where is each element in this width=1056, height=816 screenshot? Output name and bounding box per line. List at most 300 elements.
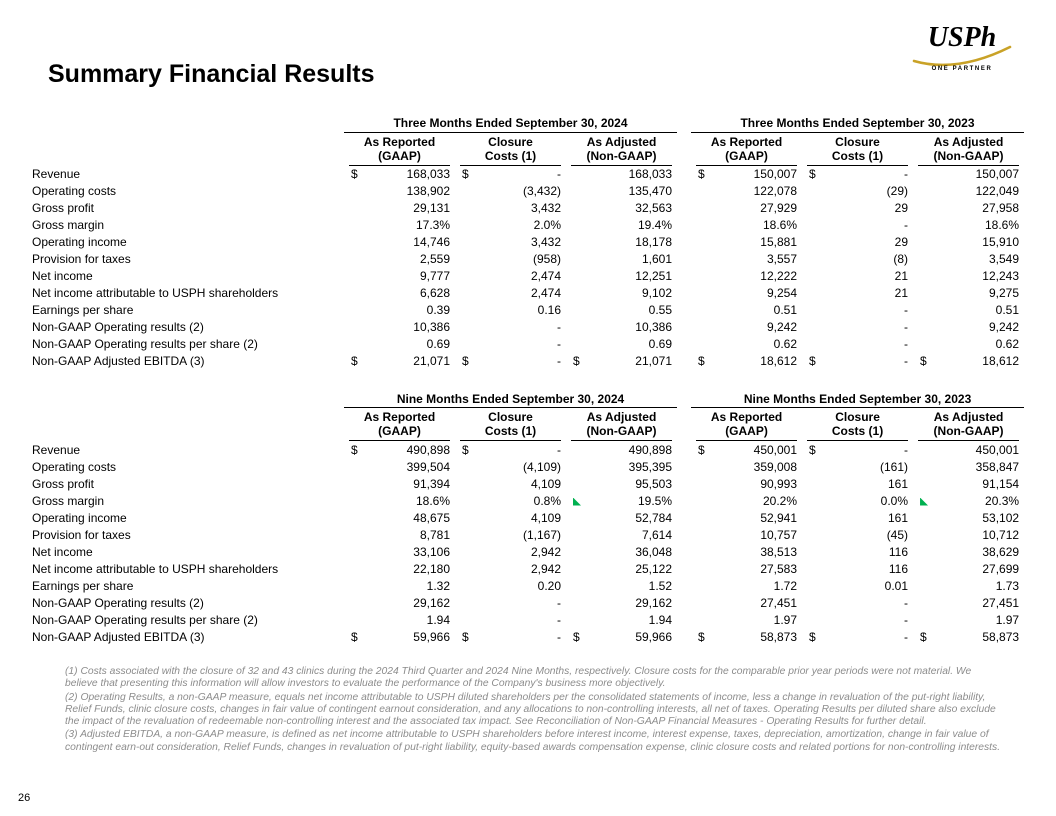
value-cell — [344, 560, 455, 577]
cell-value: 0.51 — [773, 303, 797, 317]
value-cell — [344, 628, 455, 645]
row-label: Revenue — [32, 442, 81, 457]
column-gap — [677, 217, 691, 234]
cell-value: 1.52 — [648, 578, 673, 593]
cell-value: - — [904, 442, 909, 457]
cell-value: 27,699 — [982, 561, 1020, 576]
value-cell — [691, 594, 802, 611]
value-cell — [344, 492, 455, 509]
dollar-sign: $ — [462, 167, 469, 181]
table-row — [32, 526, 1024, 543]
cell-value: 12,222 — [760, 269, 797, 283]
cell-value: (161) — [880, 459, 909, 474]
dollar-sign: $ — [351, 629, 358, 644]
cell-value: - — [904, 218, 908, 232]
financial-tables-container — [32, 116, 1024, 645]
value-cell — [802, 336, 913, 353]
page-title: Summary Financial Results — [48, 60, 375, 88]
cell-value: 18,612 — [982, 354, 1019, 368]
table-row — [32, 251, 1024, 268]
value-cell — [913, 336, 1024, 353]
cell-value: (45) — [886, 527, 909, 542]
row-label: Non-GAAP Operating results (2) — [32, 595, 204, 610]
cell-value: 0.69 — [648, 337, 672, 351]
cell-value: 29,162 — [635, 595, 673, 610]
cell-value: - — [557, 595, 561, 610]
table-row — [32, 458, 1024, 475]
usph-logo — [906, 24, 1018, 72]
value-cell — [344, 251, 455, 268]
cell-value: 6,628 — [419, 286, 450, 300]
column-gap — [677, 441, 691, 458]
dollar-sign: $ — [573, 629, 580, 644]
cell-value: - — [904, 167, 908, 181]
cell-value: 90,993 — [760, 476, 798, 491]
value-cell — [802, 183, 913, 200]
cell-value: - — [557, 354, 561, 368]
column-gap — [677, 132, 691, 166]
value-cell — [913, 577, 1024, 594]
value-cell — [344, 319, 455, 336]
value-cell — [455, 475, 566, 492]
cell-value: 0.0% — [880, 493, 909, 508]
row-label: Net income — [32, 269, 93, 283]
cell-value: 9,242 — [766, 320, 797, 334]
dollar-sign: $ — [573, 354, 580, 368]
cell-value: - — [904, 354, 908, 368]
table-row — [32, 319, 1024, 336]
value-cell — [691, 234, 802, 251]
column-header: As Adjusted (Non-GAAP) — [913, 132, 1024, 166]
dollar-sign: $ — [809, 629, 816, 644]
value-cell — [566, 475, 677, 492]
row-label: Operating costs — [32, 459, 117, 474]
cell-value: 27,958 — [982, 201, 1019, 215]
table-row — [32, 509, 1024, 526]
footnotes — [65, 666, 1005, 755]
row-label: Net income attributable to USPH shareholders — [32, 286, 279, 300]
column-gap — [677, 166, 691, 183]
cell-value: 0.16 — [537, 303, 561, 317]
cell-value: 9,102 — [641, 286, 672, 300]
value-cell — [913, 200, 1024, 217]
value-cell — [344, 577, 455, 594]
cell-value: 18.6% — [415, 493, 450, 508]
value-cell — [566, 577, 677, 594]
cell-value: 0.01 — [884, 578, 909, 593]
cell-value: - — [904, 629, 909, 644]
value-cell — [455, 200, 566, 217]
row-label: Earnings per share — [32, 578, 134, 593]
cell-value: 0.8% — [533, 493, 561, 508]
cell-value: 4,109 — [530, 510, 561, 525]
value-cell — [344, 285, 455, 302]
cell-value: 20.3% — [985, 493, 1020, 508]
row-label: Net income — [32, 544, 93, 559]
column-header: As Adjusted (Non-GAAP) — [566, 132, 677, 166]
value-cell — [913, 183, 1024, 200]
value-cell — [913, 628, 1024, 645]
footnote: (2) Operating Results, a non-GAAP measure, equals net income attributable to USPH diluted shareholders per the consolidated statements of income, less a change in revaluation of the put-right liability, Relief Funds, clinic closure costs, changes in fair value of contingent earnout consideration, and any allocations to non-controlling interests, all net of taxes. Operating Results per diluted share also exclude the impact of the revaluation of redeemable non-controlling interest and the associated tax impact. See Reconciliation of Non-GAAP Financial Measures - Operating Results for further detail. — [65, 691, 996, 728]
value-cell — [566, 526, 677, 543]
value-cell — [913, 251, 1024, 268]
column-gap — [677, 336, 691, 353]
cell-value: 27,451 — [760, 595, 798, 610]
column-header: As Adjusted (Non-GAAP) — [913, 408, 1024, 442]
value-cell — [455, 251, 566, 268]
cell-value: 59,966 — [413, 629, 450, 644]
cell-value: - — [904, 612, 909, 627]
value-cell — [913, 166, 1024, 183]
value-cell — [802, 628, 913, 645]
cell-value: 52,784 — [635, 510, 673, 525]
cell-value: 38,629 — [982, 544, 1020, 559]
value-cell — [344, 353, 455, 370]
column-gap — [677, 543, 691, 560]
cell-value: (1,167) — [522, 527, 561, 542]
column-gap — [677, 302, 691, 319]
cell-value: 359,008 — [753, 459, 798, 474]
column-header: Closure Costs (1) — [455, 408, 566, 442]
value-cell — [802, 166, 913, 183]
cell-value: 358,847 — [975, 459, 1020, 474]
value-cell — [913, 268, 1024, 285]
table-row — [32, 353, 1024, 370]
dollar-sign: $ — [351, 167, 358, 181]
value-cell — [566, 200, 677, 217]
value-cell — [691, 492, 802, 509]
column-gap — [677, 560, 691, 577]
value-cell — [344, 336, 455, 353]
cell-value: 9,777 — [419, 269, 450, 283]
value-cell — [691, 577, 802, 594]
cell-value: 25,122 — [635, 561, 673, 576]
value-cell — [802, 526, 913, 543]
dollar-sign: $ — [920, 629, 927, 644]
period-header: Three Months Ended September 30, 2024 — [344, 116, 677, 132]
value-cell — [802, 492, 913, 509]
column-header: As Reported (GAAP) — [691, 132, 802, 166]
cell-value: 52,941 — [760, 510, 798, 525]
value-cell — [566, 353, 677, 370]
value-cell — [344, 458, 455, 475]
value-cell — [913, 594, 1024, 611]
cell-value: 15,881 — [760, 235, 797, 249]
value-cell — [913, 319, 1024, 336]
cell-value: 0.62 — [773, 337, 797, 351]
cell-value: (4,109) — [522, 459, 561, 474]
table-row — [32, 166, 1024, 183]
value-cell — [566, 336, 677, 353]
table-row — [32, 611, 1024, 628]
value-cell — [691, 475, 802, 492]
cell-value: 0.62 — [995, 337, 1019, 351]
value-cell — [455, 543, 566, 560]
value-cell — [691, 353, 802, 370]
cell-value: - — [557, 442, 561, 457]
value-cell — [344, 526, 455, 543]
value-cell — [913, 475, 1024, 492]
value-cell — [566, 183, 677, 200]
column-gap — [677, 285, 691, 302]
column-gap — [677, 509, 691, 526]
dollar-sign: $ — [462, 354, 469, 368]
cell-value: 0.69 — [426, 337, 450, 351]
value-cell — [344, 441, 455, 458]
cell-value: 2,559 — [419, 252, 450, 266]
cell-value: 2,942 — [530, 544, 561, 559]
value-cell — [913, 492, 1024, 509]
value-cell — [802, 458, 913, 475]
cell-value: 22,180 — [413, 561, 450, 576]
cell-value: 18,612 — [760, 354, 797, 368]
value-cell — [802, 200, 913, 217]
cell-value: 2.0% — [533, 218, 561, 232]
cell-value: 53,102 — [982, 510, 1020, 525]
cell-value: 12,243 — [982, 269, 1019, 283]
cell-value: - — [557, 629, 561, 644]
value-cell — [455, 336, 566, 353]
cell-value: 1.94 — [426, 612, 450, 627]
cell-value: 450,001 — [975, 442, 1020, 457]
value-cell — [455, 458, 566, 475]
column-gap — [677, 392, 691, 408]
value-cell — [691, 543, 802, 560]
value-cell — [691, 560, 802, 577]
cell-value: 27,583 — [760, 561, 798, 576]
table-row — [32, 336, 1024, 353]
green-flag-icon — [573, 498, 581, 506]
cell-value: 29 — [894, 235, 908, 249]
value-cell — [913, 560, 1024, 577]
value-cell — [691, 509, 802, 526]
cell-value: - — [904, 595, 909, 610]
value-cell — [802, 611, 913, 628]
column-gap — [677, 200, 691, 217]
cell-value: 29,162 — [413, 595, 450, 610]
column-gap — [677, 268, 691, 285]
value-cell — [566, 302, 677, 319]
column-gap — [677, 408, 691, 442]
cell-value: 0.20 — [537, 578, 561, 593]
cell-value: 21 — [894, 269, 908, 283]
column-header: Closure Costs (1) — [802, 408, 913, 442]
value-cell — [344, 302, 455, 319]
cell-value: 116 — [888, 561, 909, 576]
value-cell — [566, 217, 677, 234]
value-cell — [344, 611, 455, 628]
cell-value: 10,386 — [635, 320, 672, 334]
value-cell — [691, 526, 802, 543]
value-cell — [344, 217, 455, 234]
value-cell — [691, 166, 802, 183]
value-cell — [455, 217, 566, 234]
cell-value: 2,474 — [530, 269, 561, 283]
value-cell — [566, 441, 677, 458]
cell-value: 58,873 — [760, 629, 798, 644]
cell-value: 27,451 — [982, 595, 1020, 610]
cell-value: 91,394 — [413, 476, 450, 491]
value-cell — [691, 611, 802, 628]
value-cell — [455, 268, 566, 285]
value-cell — [802, 302, 913, 319]
cell-value: 38,513 — [760, 544, 798, 559]
column-header: As Reported (GAAP) — [344, 408, 455, 442]
value-cell — [691, 200, 802, 217]
table-row — [32, 302, 1024, 319]
dollar-sign: $ — [698, 354, 705, 368]
cell-value: 27,929 — [760, 201, 797, 215]
cell-value: 18.6% — [984, 218, 1019, 232]
value-cell — [691, 217, 802, 234]
cell-value: (3,432) — [522, 184, 561, 198]
cell-value: 116 — [888, 544, 909, 559]
value-cell — [455, 611, 566, 628]
value-cell — [344, 183, 455, 200]
value-cell — [913, 611, 1024, 628]
column-gap — [677, 526, 691, 543]
dollar-sign: $ — [809, 354, 816, 368]
footnote: (3) Adjusted EBITDA, a non-GAAP measure, is defined as net income attributable to USPH shareholders before interest income, interest expense, taxes, depreciation, amortization, change in fair value of contingent earn-out consideration, Relief Funds, changes in revaluation of put-right liability, equity-based awards compensation expense, clinic closure costs and related portions for non-controlling interests. — [65, 729, 1001, 753]
row-label: Gross profit — [32, 201, 95, 215]
cell-value: 399,504 — [406, 459, 450, 474]
value-cell — [802, 217, 913, 234]
cell-value: 3,432 — [530, 235, 561, 249]
column-header: Closure Costs (1) — [455, 132, 566, 166]
value-cell — [913, 353, 1024, 370]
row-label: Provision for taxes — [32, 527, 131, 542]
value-cell — [691, 441, 802, 458]
row-label: Operating costs — [32, 184, 117, 198]
cell-value: 2,474 — [530, 286, 561, 300]
value-cell — [344, 166, 455, 183]
cell-value: - — [904, 320, 908, 334]
period-header: Nine Months Ended September 30, 2023 — [691, 392, 1024, 408]
cell-value: 3,549 — [988, 252, 1019, 266]
row-label: Non-GAAP Adjusted EBITDA (3) — [32, 354, 205, 368]
row-label: Non-GAAP Operating results (2) — [32, 320, 204, 334]
column-gap — [677, 183, 691, 200]
cell-value: - — [904, 303, 908, 317]
table-row — [32, 200, 1024, 217]
cell-value: 395,395 — [628, 459, 673, 474]
value-cell — [802, 234, 913, 251]
row-label: Operating income — [32, 510, 127, 525]
value-cell — [802, 509, 913, 526]
value-cell — [913, 285, 1024, 302]
value-cell — [344, 268, 455, 285]
cell-value: 9,275 — [988, 286, 1019, 300]
dollar-sign: $ — [351, 354, 358, 368]
cell-value: 10,386 — [413, 320, 450, 334]
value-cell — [691, 251, 802, 268]
column-gap — [677, 251, 691, 268]
value-cell — [691, 628, 802, 645]
cell-value: 150,007 — [753, 167, 797, 181]
column-gap — [677, 234, 691, 251]
cell-value: 21,071 — [413, 354, 450, 368]
table-row — [32, 560, 1024, 577]
cell-value: 2,942 — [530, 561, 561, 576]
financial-table — [32, 116, 1024, 370]
value-cell — [455, 526, 566, 543]
cell-value: - — [557, 320, 561, 334]
column-gap — [677, 611, 691, 628]
value-cell — [913, 543, 1024, 560]
cell-value: 20.2% — [763, 493, 798, 508]
cell-value: 1.73 — [995, 578, 1020, 593]
value-cell — [802, 560, 913, 577]
dollar-sign: $ — [698, 167, 705, 181]
value-cell — [802, 319, 913, 336]
value-cell — [566, 319, 677, 336]
logo-text: USPh — [927, 22, 997, 53]
cell-value: 9,242 — [988, 320, 1019, 334]
cell-value: 8,781 — [419, 527, 450, 542]
row-label: Non-GAAP Adjusted EBITDA (3) — [32, 629, 205, 644]
cell-value: 168,033 — [406, 167, 450, 181]
value-cell — [455, 234, 566, 251]
column-gap — [677, 116, 691, 132]
value-cell — [913, 302, 1024, 319]
cell-value: 3,432 — [530, 201, 561, 215]
cell-value: 12,251 — [635, 269, 672, 283]
value-cell — [913, 526, 1024, 543]
cell-value: 122,078 — [753, 184, 797, 198]
value-cell — [455, 319, 566, 336]
financial-table — [32, 392, 1024, 646]
table-row — [32, 475, 1024, 492]
value-cell — [455, 441, 566, 458]
cell-value: - — [557, 337, 561, 351]
row-label: Gross margin — [32, 218, 105, 232]
value-cell — [455, 492, 566, 509]
cell-value: 150,007 — [975, 167, 1019, 181]
value-cell — [344, 594, 455, 611]
value-cell — [455, 353, 566, 370]
cell-value: 32,563 — [635, 201, 672, 215]
row-label: Non-GAAP Operating results per share (2) — [32, 337, 258, 351]
cell-value: (29) — [886, 184, 908, 198]
cell-value: 15,910 — [982, 235, 1019, 249]
column-gap — [677, 492, 691, 509]
column-gap — [677, 594, 691, 611]
value-cell — [691, 458, 802, 475]
value-cell — [913, 234, 1024, 251]
cell-value: 4,109 — [530, 476, 561, 491]
row-label: Non-GAAP Operating results per share (2) — [32, 612, 258, 627]
cell-value: 7,614 — [642, 527, 673, 542]
cell-value: 1.97 — [995, 612, 1020, 627]
value-cell — [344, 200, 455, 217]
value-cell — [913, 441, 1024, 458]
value-cell — [566, 166, 677, 183]
cell-value: 36,048 — [635, 544, 673, 559]
page-number: 26 — [18, 792, 31, 804]
column-gap — [677, 628, 691, 645]
value-cell — [455, 577, 566, 594]
column-header: Closure Costs (1) — [802, 132, 913, 166]
row-label: Revenue — [32, 167, 81, 181]
value-cell — [455, 166, 566, 183]
cell-value: 59,966 — [635, 629, 673, 644]
cell-value: 18.6% — [762, 218, 797, 232]
logo-tagline: ONE PARTNER — [931, 66, 993, 72]
value-cell — [344, 475, 455, 492]
table-row — [32, 234, 1024, 251]
column-gap — [677, 475, 691, 492]
dollar-sign: $ — [698, 442, 705, 457]
